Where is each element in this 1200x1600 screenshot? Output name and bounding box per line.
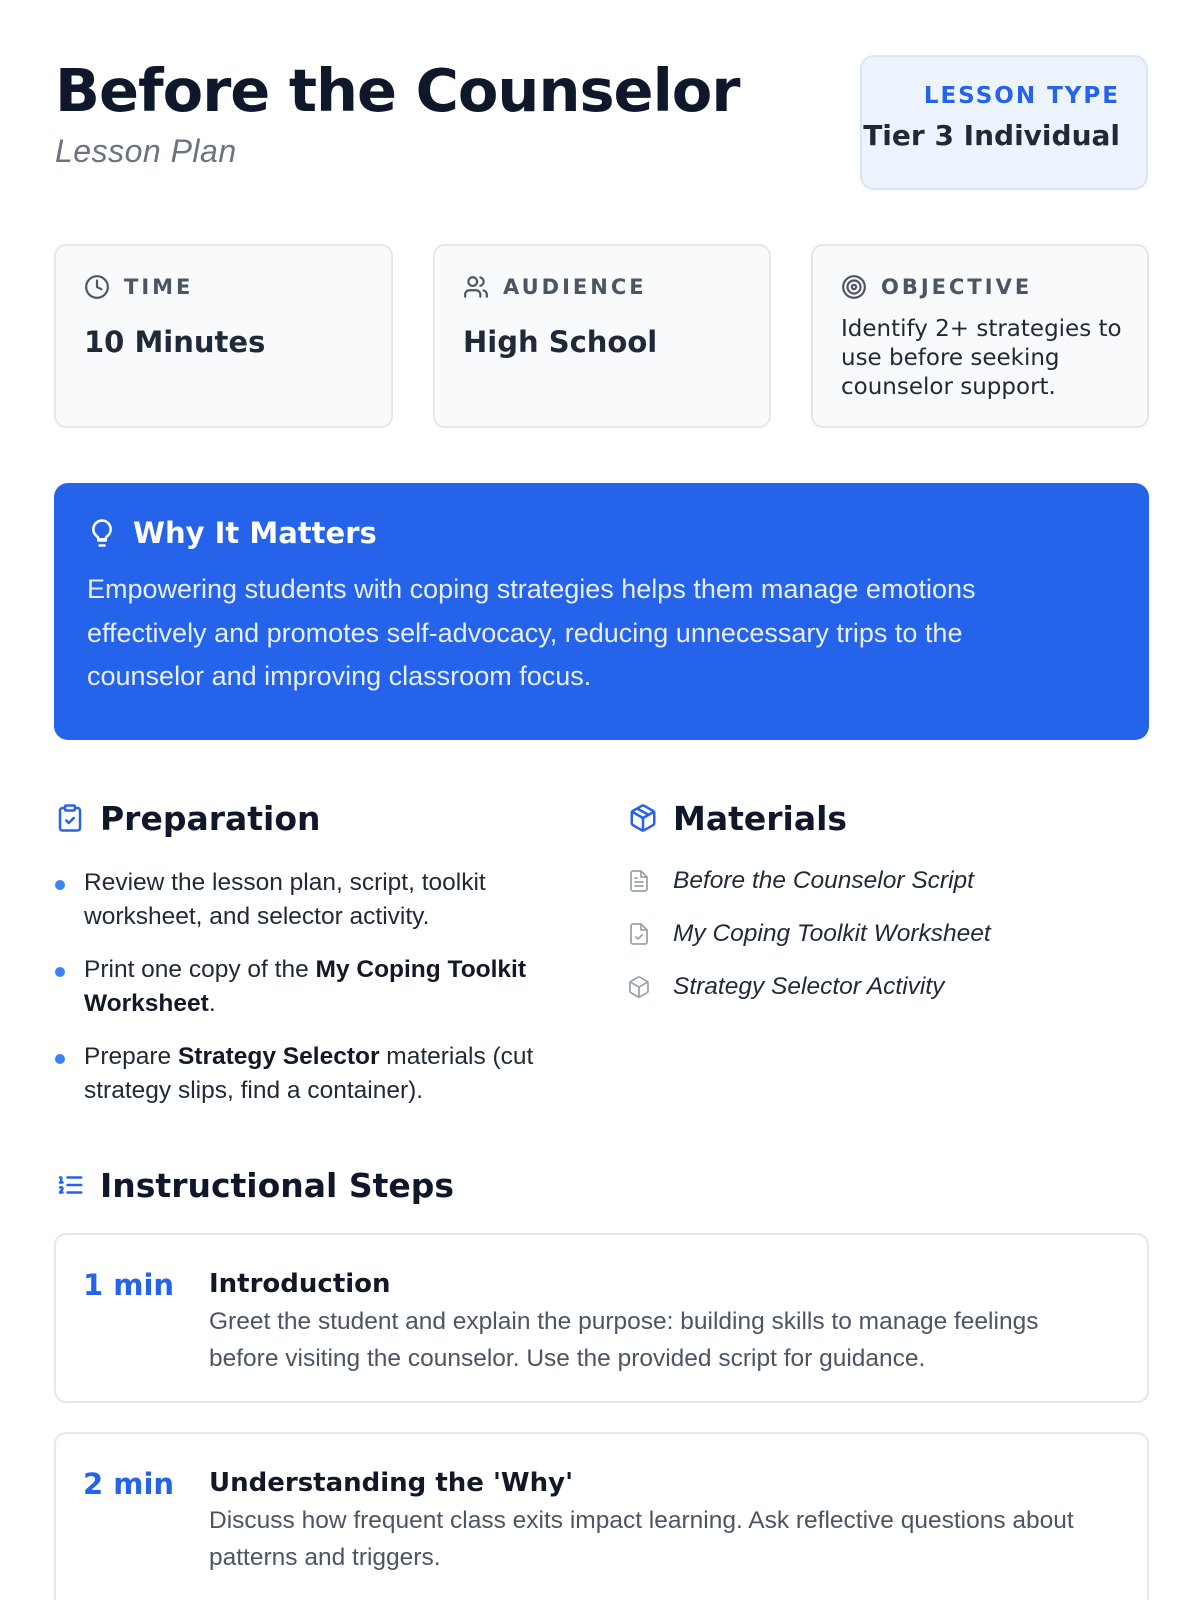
- lightbulb-icon: [87, 516, 117, 550]
- objective-value: Identify 2+ strategies to use before seeking counselor support.: [841, 316, 1122, 400]
- list-item: Review the lesson plan, script, toolkit worksheet, and selector activity.: [55, 866, 555, 933]
- file-text-icon: [627, 868, 651, 894]
- materials-list: [627, 862, 1147, 1021]
- list-item: Prepare Strategy Selector materials (cut strategy slips, find a container).: [55, 1040, 555, 1107]
- steps-header: [55, 1165, 454, 1205]
- why-text: Empowering students with coping strategies helps them manage emotions effectively and promotes self-advocacy, reducing unnecessary trips to the counselor and improving classroom focus.: [87, 574, 976, 691]
- page-subtitle: Lesson Plan: [55, 133, 237, 169]
- material-label: Before the Counselor Script: [673, 866, 974, 894]
- why-title: Why It Matters: [133, 516, 377, 550]
- package-icon: [628, 802, 658, 834]
- preparation-list: [55, 866, 555, 1127]
- target-icon: [841, 274, 867, 300]
- material-label: My Coping Toolkit Worksheet: [673, 919, 991, 947]
- audience-card: [433, 244, 771, 428]
- list-item: [627, 862, 1147, 899]
- lesson-type-label: LESSON TYPE: [923, 83, 1120, 109]
- bullet-dot: [55, 880, 65, 890]
- step-title: Understanding the 'Why': [209, 1468, 574, 1498]
- page-title: Before the Counselor: [55, 56, 740, 125]
- step-text: Greet the student and explain the purpose: building skills to manage feelings before visiting the counselor. Use the provided script for guidance.: [209, 1308, 1039, 1372]
- clock-icon: [84, 274, 110, 300]
- list-item: [627, 915, 1147, 952]
- materials-header: [628, 798, 847, 838]
- time-value: 10 Minutes: [84, 325, 266, 359]
- bullet-dot: [55, 967, 65, 977]
- file-check-icon: [627, 921, 651, 947]
- step-card: [54, 1233, 1149, 1403]
- audience-label: AUDIENCE: [503, 275, 647, 299]
- steps-title: Instructional Steps: [100, 1165, 455, 1205]
- list-item: [627, 968, 1147, 1005]
- list-item: Print one copy of the My Coping Toolkit Worksheet.: [55, 953, 555, 1020]
- preparation-title: Preparation: [100, 798, 321, 838]
- box-icon: [627, 974, 651, 1000]
- page-header: [55, 55, 1148, 190]
- step-text: Discuss how frequent class exits impact learning. Ask reflective questions about patterns and triggers.: [209, 1507, 1074, 1571]
- material-label: Strategy Selector Activity: [673, 972, 945, 1000]
- clipboard-check-icon: [55, 802, 85, 834]
- objective-label: OBJECTIVE: [881, 275, 1033, 299]
- time-label: TIME: [124, 275, 194, 299]
- audience-value: High School: [463, 325, 658, 359]
- step-title: Introduction: [209, 1269, 391, 1299]
- step-duration: 1 min: [83, 1268, 175, 1302]
- preparation-header: [55, 798, 321, 838]
- bullet-dot: [55, 1054, 65, 1064]
- objective-card: [811, 244, 1149, 428]
- time-card: [54, 244, 393, 428]
- numbered-list-icon: [55, 1169, 85, 1201]
- step-card: [54, 1432, 1149, 1600]
- lesson-type-badge: [860, 55, 1148, 190]
- step-duration: 2 min: [83, 1467, 175, 1501]
- users-icon: [463, 274, 489, 300]
- lesson-type-value: Tier 3 Individual: [863, 119, 1120, 152]
- why-it-matters-panel: [54, 483, 1149, 740]
- materials-title: Materials: [673, 798, 848, 838]
